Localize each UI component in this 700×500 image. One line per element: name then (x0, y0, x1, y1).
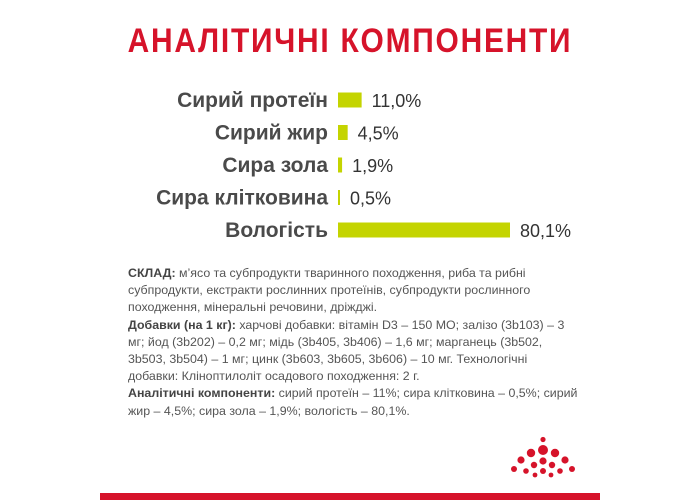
bar (338, 93, 362, 108)
analytic-body: сирий протеїн – 11%; сира клітковина – 0,5%; сирий жир – 4,5%; сира зола – 1,9%; вологість – 80,1%. (128, 386, 578, 418)
bar (338, 223, 510, 238)
additives-body: харчові добавки: вітамін D3 – 150 МО; залізо (3b103) – 3 мг; йод (3b202) – 0,2 мг; мідь (3b405, 3b406) – 1,6 мг; марганець (3b502, 3b503, 3b504) – 1 мг; цинк (3b603, 3b605, 3b606) – 10 мг. Технологічні добавки: Клінoптилоліт осадового походження: 2 г. (128, 317, 565, 384)
bar (338, 190, 340, 205)
additives-label: Добавки (на 1 кг): (128, 317, 236, 332)
value-label: 80,1% (520, 221, 572, 241)
value-label: 1,9% (352, 156, 394, 176)
category-label: Сирий протеїн (177, 89, 328, 112)
composition-label: СКЛАД: (128, 266, 176, 280)
composition-body: м’ясо та субпродукти тваринного походження, риба та рибні субпродукти, екстракти рослинних протеїнів, субпродукти рослинного походження, мінеральні речовини, дріжджі. (128, 266, 531, 315)
value-label: 11,0% (371, 91, 422, 111)
bar (338, 125, 348, 140)
chart-title: АНАЛІТИЧНІ КОМПОНЕНТИ (127, 22, 573, 60)
value-label: 0,5% (350, 188, 392, 209)
category-label: Сира клітковина (156, 186, 328, 210)
bar (338, 158, 342, 173)
royal-canin-crown-icon (508, 436, 578, 482)
additives-paragraph (128, 317, 578, 386)
composition-paragraph (128, 265, 578, 317)
brand-footer-bar (100, 493, 600, 500)
analytic-label: Аналітичні компоненти: (128, 386, 276, 401)
category-label: Сира зола (222, 154, 328, 177)
analytic-paragraph (128, 385, 578, 419)
value-label: 4,5% (357, 123, 399, 144)
composition-text (128, 265, 578, 420)
category-label: Сирий жир (214, 121, 328, 145)
category-label: Вологість (225, 219, 328, 242)
